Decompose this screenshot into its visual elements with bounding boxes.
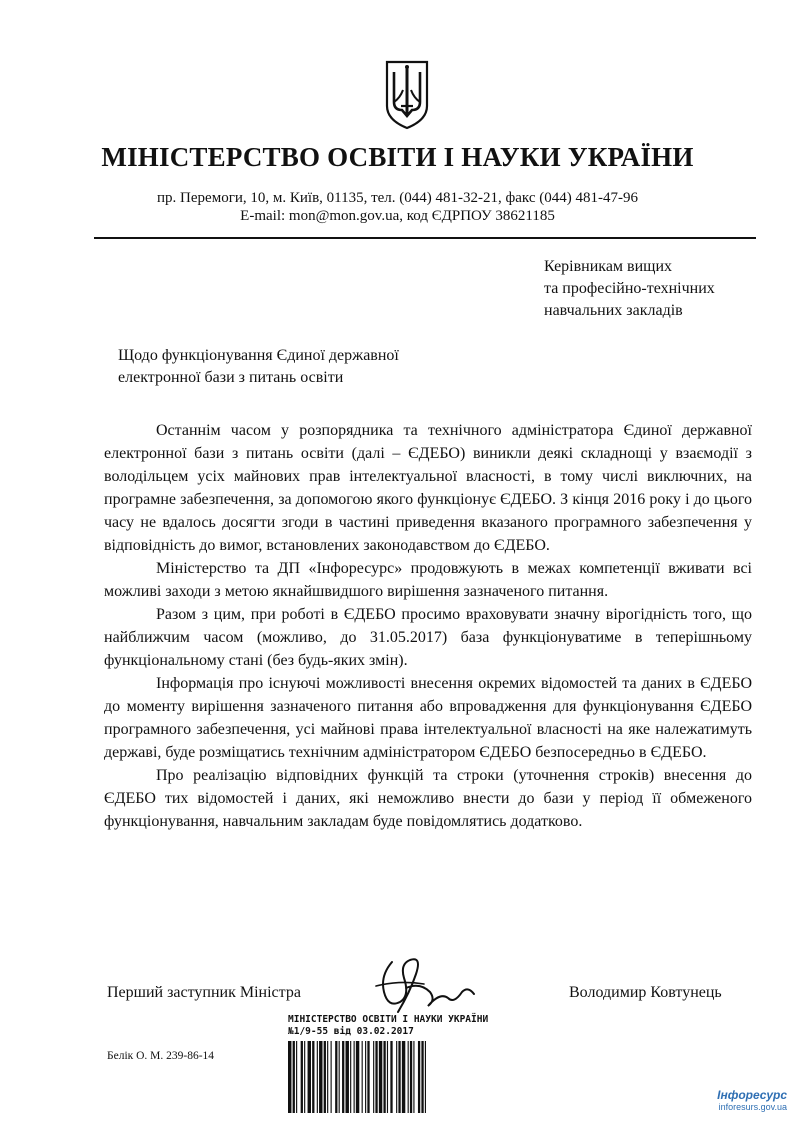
ministry-title: МІНІСТЕРСТВО ОСВІТИ І НАУКИ УКРАЇНИ [101, 142, 694, 172]
signatory-position: Перший заступник Міністра [107, 984, 301, 1001]
watermark-url: inforesurs.gov.ua [718, 1102, 787, 1112]
watermark [717, 1089, 787, 1113]
body-paragraph: Міністерство та ДП «Інфоресурс» продовжують в межах компетенції вживати всі можливі заходи з метою якнайшвидшого вирішення зазначеного питання. [104, 560, 752, 600]
barcode [286, 1041, 536, 1113]
body-paragraph: Про реалізацію відповідних функцій та строки (уточнення строків) внесення до ЄДЕБО тих відомостей і даних, які неможливо внести до бази у період її обмеженого функціонування, навчальним закладам буде повідомлятись додатково. [104, 767, 752, 830]
addressee-line: Керівникам вищих [544, 258, 673, 275]
subject-block [118, 345, 399, 389]
registration-stamp-org: МІНІСТЕРСТВО ОСВІТИ І НАУКИ УКРАЇНИ [288, 1014, 489, 1025]
registration-stamp-number: №1/9-55 від 03.02.2017 [288, 1026, 414, 1037]
letterhead-divider [94, 237, 756, 239]
ministry-email-line: E-mail: mon@mon.gov.ua, код ЄДРПОУ 38621185 [240, 208, 555, 224]
signatory-name: Володимир Ковтунець [569, 984, 722, 1001]
letter-body [104, 419, 752, 833]
subject-line: електронної бази з питань освіти [118, 369, 344, 386]
addressee-block [544, 256, 715, 322]
trident-emblem-icon [383, 58, 431, 130]
body-paragraph: Разом з цим, при роботі в ЄДЕБО просимо враховувати значну вірогідність того, що найближчим часом (можливо, до 31.05.2017) база функціонуватиме в теперішньому функціональному стані (без будь-яких змін). [104, 606, 752, 669]
body-paragraph: Останнім часом у розпорядника та технічного адміністратора Єдиної державної електронної бази з питань освіти (далі – ЄДЕБО) виникли деякі складнощі у взаємодії з володільцем усіх майнових прав інтелектуальної власності, в тому числі виключних, на програмне забезпечення, за допомогою якого функціонує ЄДЕБО. З кінця 2016 року і до цього часу не вдалось досягти згоди в частині приведення вказаного програмного забезпечення у відповідність до вимог, встановлених законодавством до ЄДЕБО. [104, 422, 752, 554]
registration-stamp [288, 1014, 533, 1038]
ministry-address: пр. Перемоги, 10, м. Київ, 01135, тел. (044) 481-32-21, факс (044) 481-47-96 [157, 190, 638, 206]
executor-info: Белік О. М. 239-86-14 [107, 1050, 215, 1062]
subject-line: Щодо функціонування Єдиної державної [118, 347, 399, 364]
addressee-line: навчальних закладів [544, 302, 683, 319]
handwritten-signature [370, 952, 480, 1018]
addressee-line: та професійно-технічних [544, 280, 715, 297]
body-paragraph: Інформація про існуючі можливості внесення окремих відомостей та даних в ЄДЕБО до моменту вирішення зазначеного питання або впровадження для функціонування ЄДЕБО програмного забезпечення, усі майнові права інтелектуальної власності на яке належатимуть державі, буде розміщатись технічним адміністратором ЄДЕБО безпосередньо в ЄДЕБО. [104, 675, 752, 761]
watermark-title: Інфоресурс [717, 1088, 787, 1102]
